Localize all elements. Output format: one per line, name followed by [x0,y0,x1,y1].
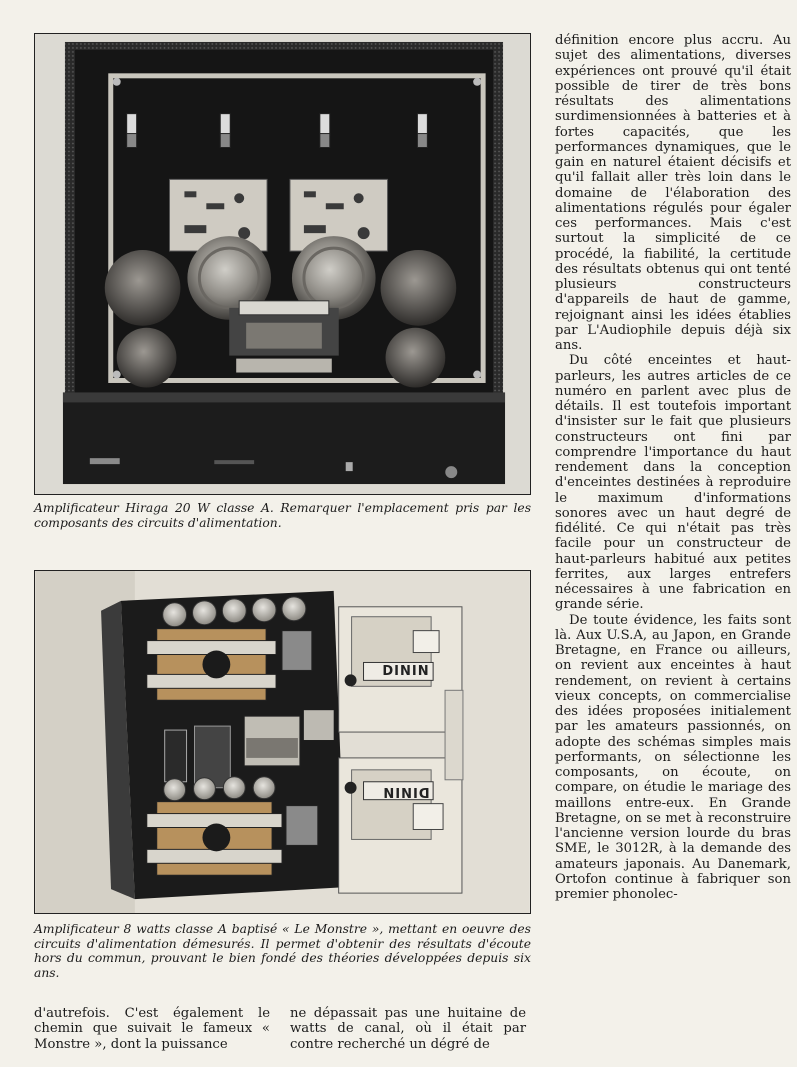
paragraph: De toute évidence, les faits sont là. Aux U.S.A, au Japon, en Grande Bretagne, en France ou ailleurs, on revient aux enceintes à haut rendement, on revient à certains vieux concepts, on commercialise des idées proposées initialement par les amateurs passionnés, on adopte des schémas simples mais performants, on sélectionne les composants, on écoute, on compare, on étudie le mariage des maillons entre-eux. En Grande Bretagne, on se met à reconstruire l'ancienne version lourde du bras SME, le 3012R, à la demande des amateurs japonais. Au Danemark, Ortofon continue à fabriquer son premier phonolec- [555,612,791,902]
paragraph: Du côté enceintes et haut-parleurs, les autres articles de ce numéro en parlent avec plus de détails. Il est toutefois important d'insister sur le fait que plusieurs constructeurs ont fini par comprendre l'importance du haut rendement dans la conception d'enceintes destinées à reproduire le maximum d'informations sonores avec un haut degré de fidélité. Ce qui n'était pas très facile pour un constructeur de haut-parleurs habitué aux petites ferrites, aux larges entrefers nécessaires à une fabrication en grande série. [555,353,791,613]
hiraga-amplifier-image [35,34,530,494]
le-monstre-amplifier-image [35,571,530,913]
battery-label-bottom: DININ [382,784,430,799]
photo-le-monstre-amplifier [34,570,531,914]
figure-caption-le-monstre: Amplificateur 8 watts classe A baptisé « Le Monstre », mettant en oeuvre des circuits d'alimentation démesurés. Il permet d'obtenir des résultats d'écoute hors du commun, prouvant le bien fondé des théories développées depuis six ans. [34,922,531,980]
figure-caption-hiraga: Amplificateur Hiraga 20 W classe A. Remarquer l'emplacement pris par les composants des circuits d'alimentation. [34,501,531,530]
battery-label-top: DININ [382,664,430,679]
text-column-bottom-middle: ne dépassait pas une huitaine de watts de canal, où il était par contre recherché un dégré de [290,1006,526,1052]
text-column-right [555,33,791,902]
paragraph: définition encore plus accru. Au sujet des alimentations, diverses expériences ont prouvé qu'il était possible de tirer de très bons résultats des alimentations surdimensionnées à batteries et à fortes capacités, que les performances dynamiques, que le gain en naturel étaient décisifs et qu'il fallait aller très loin dans le domaine de l'élaboration des alimentations régulés pour égaler ces performances. Mais c'est surtout la simplicité de ce procédé, la fiabilité, la certitude des résultats obtenus qui ont tenté plusieurs constructeurs d'appareils de haut de gamme, rejoignant ainsi les idées établies par L'Audiophile depuis déjà six ans. [555,33,791,353]
text-column-bottom-left: d'autrefois. C'est également le chemin que suivait le fameux « Monstre », dont la puissance [34,1006,270,1052]
photo-hiraga-amplifier [34,33,531,495]
